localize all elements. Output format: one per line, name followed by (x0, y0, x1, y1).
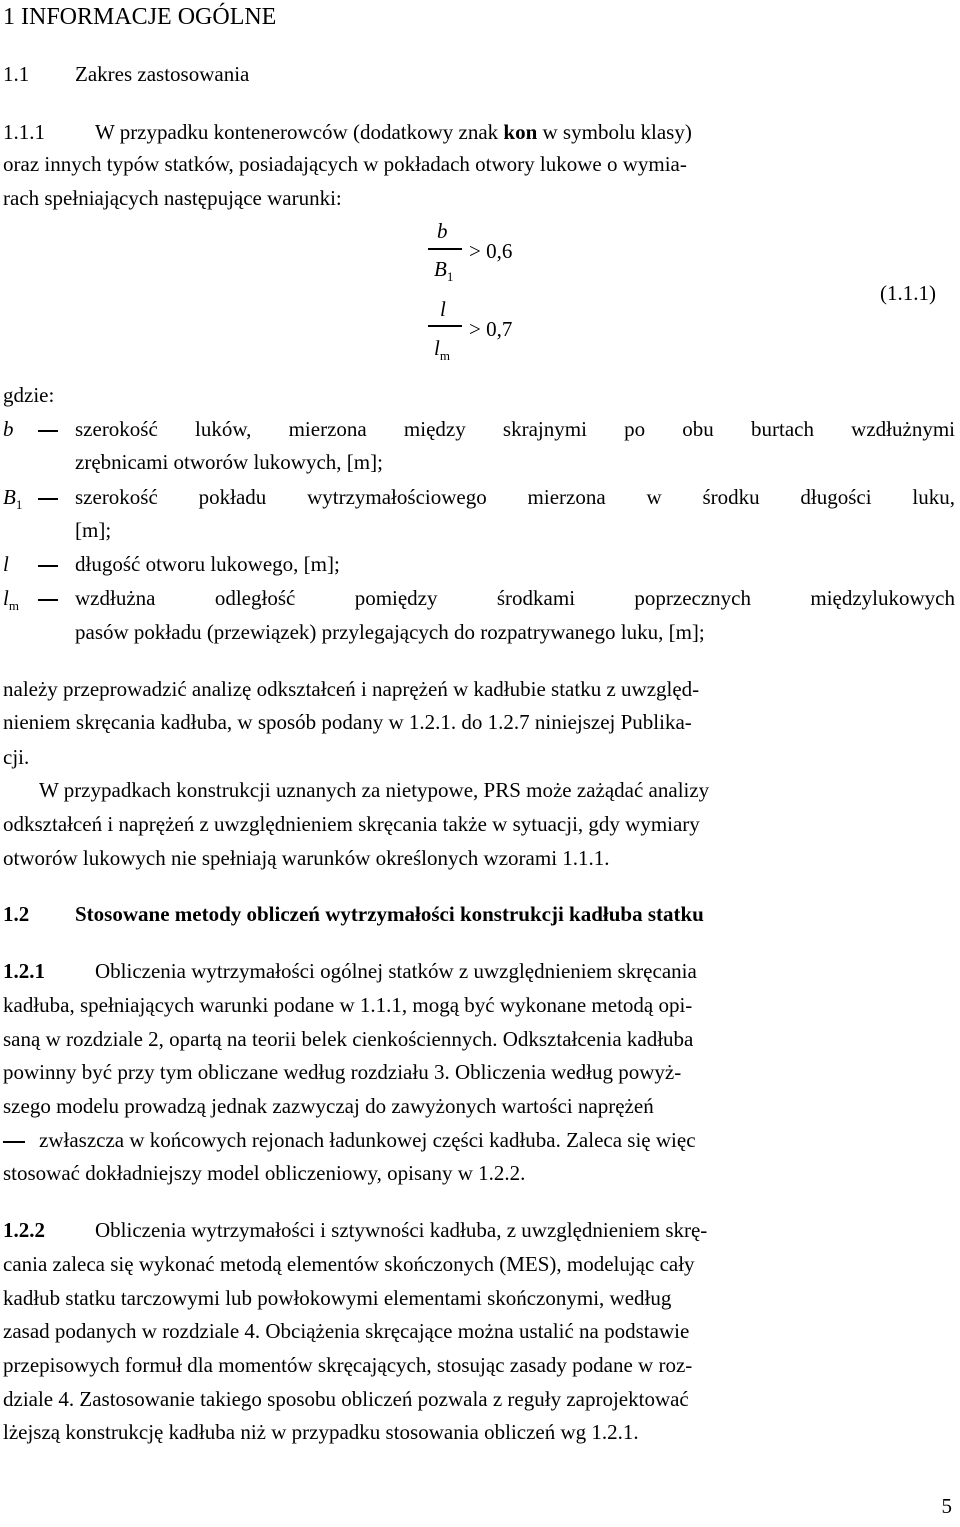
para-text: Obliczenia wytrzymałości ogólnej statków z uwzględnieniem skręcania (95, 959, 697, 983)
para-text: Obliczenia wytrzymałości i sztywności kadłuba, z uwzględnieniem skrę- (95, 1218, 708, 1242)
para-number: 1.2.1 (3, 959, 45, 983)
paragraph-line: nieniem skręcania kadłuba, w sposób podany w 1.2.1. do 1.2.7 niniejszej Publika- (3, 710, 692, 734)
f1-numerator: b (437, 219, 448, 243)
section-number: 1.2 (3, 902, 30, 926)
symbol-subscript: m (8, 598, 19, 613)
f2-denominator: $l_m$ (434, 336, 450, 363)
definition-text: pasów pokładu (przewiązek) przylegających do rozpatrywanego luku, [m]; (75, 620, 705, 644)
f1-denominator: $B_1$ (434, 257, 454, 284)
para-1-1-1-line2: oraz innych typów statków, posiadających w pokładach otwory lukowe o wymia- (3, 152, 687, 176)
section-heading-1-2 (3, 902, 704, 926)
f2-numerator: l (440, 297, 446, 321)
para-1-2-2-line: przepisowych formuł dla momentów skręcających, stosując zasady podane w roz- (3, 1353, 693, 1377)
dash (38, 498, 58, 500)
definition-text: [m]; (75, 518, 112, 542)
where-label: gdzie: (3, 383, 55, 407)
para-number: 1.1.1 (3, 120, 45, 144)
class-mark: kon (503, 120, 538, 144)
dash (38, 430, 58, 432)
section-number: 1.1 (3, 62, 30, 86)
dash (3, 1141, 25, 1143)
para-1-2-2-line (3, 1218, 955, 1242)
chapter-heading: 1 INFORMACJE OGÓLNE (3, 4, 277, 30)
paragraph-line: należy przeprowadzić analizę odkształceń i naprężeń w kadłubie statku z uwzględ- (3, 677, 700, 701)
symbol: $l_m$ (3, 586, 19, 613)
page-number: 5 (941, 1494, 952, 1518)
para-1-2-1-line: kadłuba, spełniających warunki podane w 1.1.1, mogą być wykonane metodą opi- (3, 993, 693, 1017)
symbol: l (3, 552, 9, 576)
paragraph-line: odkształceń i naprężeń z uwzględnieniem skręcania także w sytuacji, gdy wymiary (3, 812, 700, 836)
definition-text: szerokość pokładu wytrzymałościowego mierzona w środku długości luku, (75, 485, 955, 509)
paragraph-line: W przypadkach konstrukcji uznanych za nietypowe, PRS może zażądać analizy (39, 778, 710, 802)
para-1-2-1-line: stosować dokładniejszy model obliczeniowy, opisany w 1.2.2. (3, 1161, 526, 1185)
para-1-2-1-line: zwłaszcza w końcowych rejonach ładunkowej części kadłuba. Zaleca się więc (39, 1128, 696, 1152)
para-text: w symbolu klasy) (542, 120, 692, 144)
dash (38, 599, 58, 601)
section-title: Zakres zastosowania (75, 62, 250, 86)
para-1-2-1-line (3, 959, 955, 983)
para-1-2-2-line: kadłub statku tarczowymi lub powłokowymi elementami skończonymi, według (3, 1286, 672, 1310)
definition-text: długość otworu lukowego, [m]; (75, 552, 340, 576)
para-number: 1.2.2 (3, 1218, 45, 1242)
para-1-2-2-line: lżejszą konstrukcję kadłuba niż w przypadku stosowania obliczeń wg 1.2.1. (3, 1420, 639, 1444)
f2-relation: > 0,7 (469, 317, 513, 341)
symbol-subscript: 1 (15, 497, 23, 512)
para-1-1-1-line1 (3, 120, 955, 144)
symbol: b (3, 417, 14, 441)
formula-label: (1.1.1) (880, 281, 936, 305)
section-heading-1-1 (3, 62, 249, 86)
section-title: Stosowane metody obliczeń wytrzymałości konstrukcji kadłuba statku (75, 902, 704, 926)
definition-text: szerokość luków, mierzona między skrajnymi po obu burtach wzdłużnymi (75, 417, 955, 441)
paragraph-line: otworów lukowych nie spełniają warunków określonych wzorami 1.1.1. (3, 846, 610, 870)
para-1-2-2-line: cania zaleca się wykonać metodą elementów skończonych (MES), modelując cały (3, 1252, 695, 1276)
f1-den-subscript: 1 (446, 269, 454, 284)
dash (38, 565, 58, 567)
para-1-2-2-line: zasad podanych w rozdziale 4. Obciążenia skręcające można ustalić na podstawie (3, 1319, 690, 1343)
fraction-bar (428, 248, 462, 250)
para-1-2-1-line: szego modelu prowadzą jednak zazwyczaj do zawyżonych wartości naprężeń (3, 1094, 654, 1118)
para-1-2-1-line: powinny być przy tym obliczane według rozdziału 3. Obliczenia według powyż- (3, 1060, 682, 1084)
f1-relation: > 0,6 (469, 239, 513, 263)
f2-den-subscript: m (439, 348, 450, 363)
definition-text: zrębnicami otworów lukowych, [m]; (75, 450, 383, 474)
para-1-1-1-line3: rach spełniających następujące warunki: (3, 186, 342, 210)
symbol: $B_1$ (3, 485, 23, 512)
para-1-2-2-line: dziale 4. Zastosowanie takiego sposobu obliczeń pozwala z reguły zaprojektować (3, 1387, 689, 1411)
definition-text: wzdłużna odległość pomiędzy środkami poprzecznych międzylukowych (75, 586, 955, 610)
para-text: W przypadku kontenerowców (dodatkowy znak (95, 120, 499, 144)
paragraph-line: cji. (3, 745, 30, 769)
fraction-bar (428, 325, 462, 327)
para-1-2-1-line: saną w rozdziale 2, opartą na teorii belek cienkościennych. Odkształcenia kadłuba (3, 1027, 694, 1051)
